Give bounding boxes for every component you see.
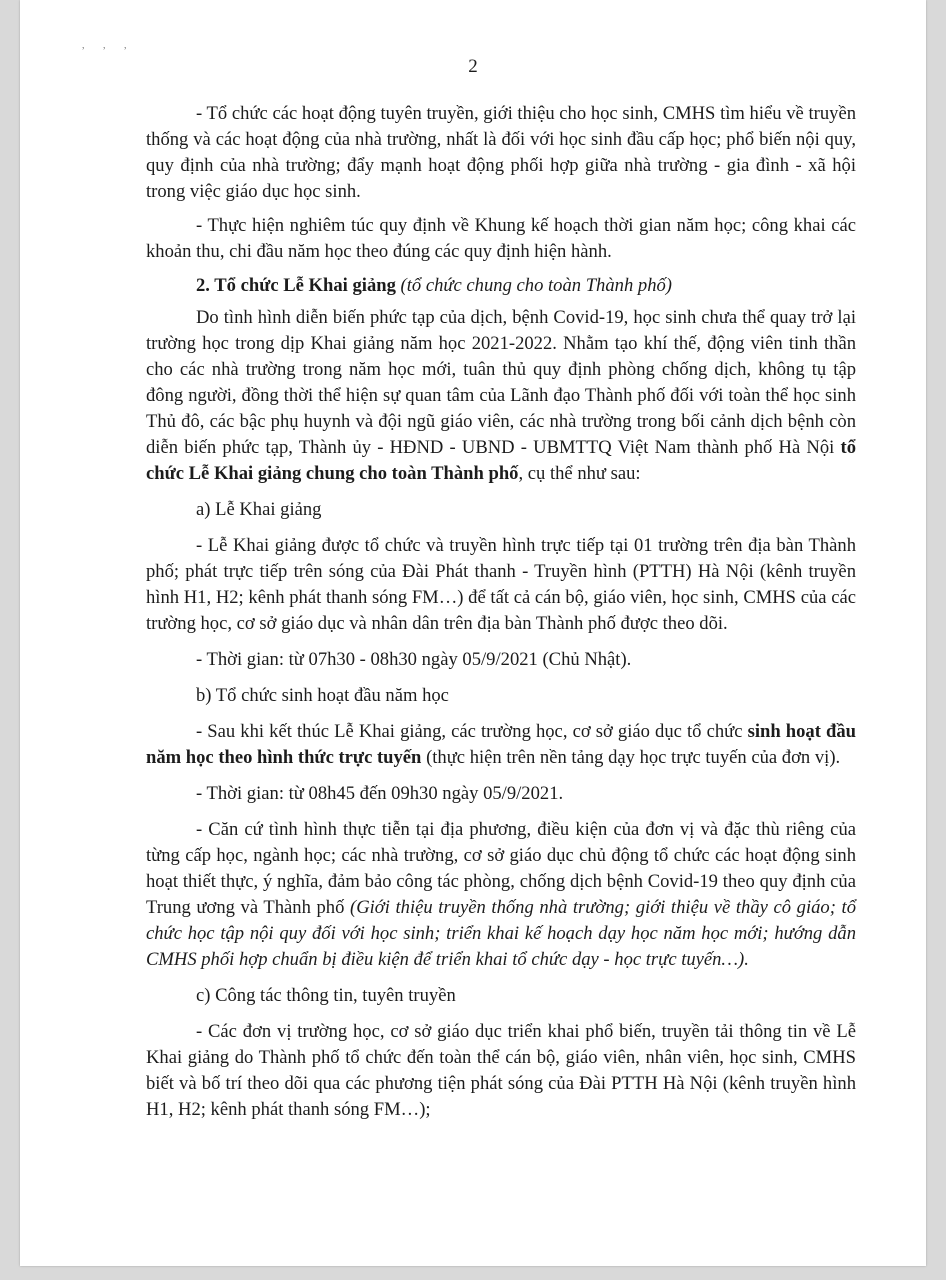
- paragraph-text: - Căn cứ tình hình thực tiễn tại địa phương, điều kiện của đơn vị và đặc thù riêng của từng cấp học, ngành học; các nhà trường, cơ sở giáo dục chủ động tổ chức các hoạt động sinh hoạt thiết thực, ý nghĩa, đảm bảo công tác phòng, chống dịch bệnh Covid-19 theo quy định của Trung ương và Thành phố: [146, 819, 856, 918]
- paragraph-information: - Các đơn vị trường học, cơ sở giáo dục triển khai phổ biến, truyền tải thông tin về Lễ Khai giảng do Thành phố tổ chức đến toàn thể cán bộ, giáo viên, nhân viên, học sinh, CMHS biết và bố trí theo dõi qua các phương tiện phát sóng của Đài PTTH Hà Nội (kênh truyền hình H1, H2; kênh phát thanh sóng FM…);: [146, 1021, 856, 1120]
- scan-marks: , , ,: [82, 40, 135, 51]
- paragraph-tail: , cụ thể như sau:: [518, 463, 641, 484]
- paragraph-local-conditions: [146, 817, 856, 973]
- paragraph-covid-context: [146, 305, 856, 487]
- paragraph-activities-time: - Thời gian: từ 08h45 đến 09h30 ngày 05/9/2021.: [196, 783, 564, 804]
- page-number: 2: [468, 56, 478, 77]
- subheading-a: a) Lễ Khai giảng: [196, 499, 322, 520]
- paragraph-propaganda: - Tổ chức các hoạt động tuyên truyền, giới thiệu cho học sinh, CMHS tìm hiểu về truyền thống và các hoạt động của nhà trường, nhất là đối với học sinh đầu cấp học; phổ biến nội quy, quy định của nhà trường; đẩy mạnh hoạt động phối hợp giữa nhà trường - gia đình - xã hội trong việc giáo dục học sinh.: [146, 103, 856, 202]
- subheading-c: c) Công tác thông tin, tuyên truyền: [196, 985, 456, 1006]
- section-heading-opening-ceremony: [146, 273, 856, 299]
- paragraph-tail: (thực hiện trên nền tảng dạy học trực tuyến của đơn vị).: [426, 747, 841, 768]
- paragraph-online-activities: [146, 719, 856, 771]
- paragraph-emphasis: sinh hoạt đầu năm học theo hình thức trực tuyến: [146, 721, 856, 768]
- subheading-b: b) Tổ chức sinh hoạt đầu năm học: [196, 685, 449, 706]
- paragraph-italic-note: (Giới thiệu truyền thống nhà trường; giới thiệu về thầy cô giáo; tổ chức học tập nội quy đối với học sinh; triển khai kế hoạch dạy học năm học mới; hướng dẫn CMHS phối hợp chuẩn bị điều kiện để triển khai tổ chức dạy - học trực tuyến…).: [146, 897, 856, 970]
- section-heading-title: 2. Tổ chức Lễ Khai giảng: [196, 275, 396, 296]
- paragraph-ceremony-time: - Thời gian: từ 07h30 - 08h30 ngày 05/9/2021 (Chủ Nhật).: [196, 649, 632, 670]
- section-heading-note: (tổ chức chung cho toàn Thành phố): [400, 275, 672, 296]
- paragraph-text: - Sau khi kết thúc Lễ Khai giảng, các trường học, cơ sở giáo dục tổ chức: [196, 721, 743, 742]
- paragraph-text: Do tình hình diễn biến phức tạp của dịch, bệnh Covid-19, học sinh chưa thể quay trở lại trường học trong dịp Khai giảng năm học 2021-2022. Nhằm tạo khí thế, động viên tinh thần cho các nhà trường trong năm học mới, tuân thủ quy định phòng chống dịch, không tụ tập đông người, đồng thời thể hiện sự quan tâm của Lãnh đạo Thành phố đối với toàn thể học sinh Thủ đô, các bậc phụ huynh và đội ngũ giáo viên, các nhà trường trong bối cảnh dịch bệnh còn diễn biến phức tạp, Thành ủy - HĐND - UBND - UBMTTQ Việt Nam thành phố Hà Nội: [146, 307, 856, 458]
- document-page: [20, 0, 926, 1266]
- paragraph-school-year-plan: - Thực hiện nghiêm túc quy định về Khung kế hoạch thời gian năm học; công khai các khoản thu, chi đầu năm học theo đúng các quy định hiện hành.: [146, 215, 856, 262]
- paragraph-emphasis: tổ chức Lễ Khai giảng chung cho toàn Thành phố: [146, 437, 856, 484]
- paragraph-ceremony-broadcast: - Lễ Khai giảng được tổ chức và truyền hình trực tiếp tại 01 trường trên địa bàn Thành phố; phát trực tiếp trên sóng của Đài Phát thanh - Truyền hình (PTTH) Hà Nội (kênh truyền hình H1, H2; kênh phát thanh sóng FM…) để tất cả cán bộ, giáo viên, học sinh, CMHS của các trường học, cơ sở giáo dục và nhân dân trên địa bàn Thành phố được theo dõi.: [146, 535, 856, 634]
- document-body: [146, 101, 856, 1133]
